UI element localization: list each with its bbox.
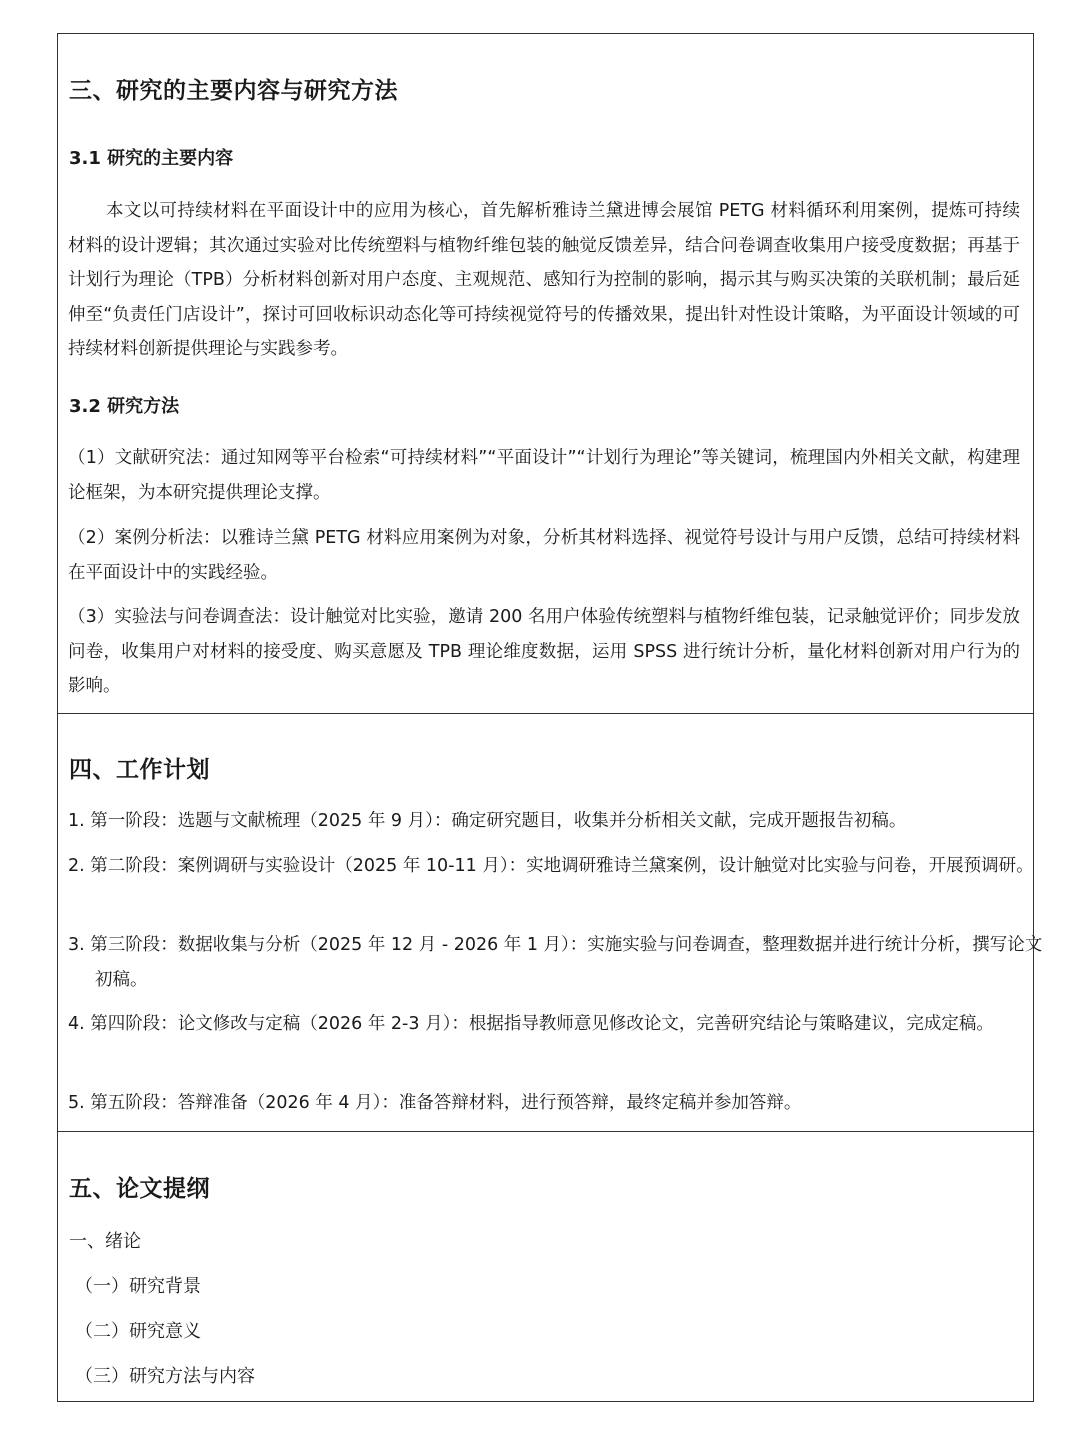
document-frame <box>57 33 1043 1402</box>
plan-item-5: 5. 第五阶段：答辩准备（2026 年 4 月）：准备答辩材料，进行预答辩，最终定稿并参加答辩。 <box>68 1093 802 1113</box>
outline-item-1: 一、绪论 <box>69 1231 141 1252</box>
plan-item-3: 3. 第三阶段：数据收集与分析（2025 年 12 月 - 2026 年 1 月）：实施实验与问卷调查，整理数据并进行统计分析，撰写论文初稿。 <box>68 935 1043 990</box>
section3-1-paragraph: 本文以可持续材料在平面设计中的应用为核心，首先解析雅诗兰黛进博会展馆 PETG 材料循环利用案例，提炼可持续材料的设计逻辑；其次通过实验对比传统塑料与植物纤维包装的触觉反馈差异，结合问卷调查收集用户接受度数据；再基于计划行为理论（TPB）分析材料创新对用户态度、主观规范、感知行为控制的影响，揭示其与购买决策的关联机制；最后延伸至“负责任门店设计”，探讨可回收标识动态化等可持续视觉符号的传播效果，提出针对性设计策略，为平面设计领域的可持续材料创新提供理论与实践参考。 <box>68 201 1020 359</box>
outline-item-2: （一）研究背景 <box>75 1276 201 1297</box>
plan-item-4: 4. 第四阶段：论文修改与定稿（2026 年 2-3 月）：根据指导教师意见修改论文，完善研究结论与策略建议，完成定稿。 <box>68 1014 994 1034</box>
section3-title: 三、研究的主要内容与研究方法 <box>69 78 398 104</box>
plan-item-2: 2. 第二阶段：案例调研与实验设计（2025 年 10-11 月）：实地调研雅诗兰黛案例，设计触觉对比实验与问卷，开展预调研。 <box>68 856 1034 876</box>
method-item-case-study: （2）案例分析法：以雅诗兰黛 PETG 材料应用案例为对象，分析其材料选择、视觉符号设计与用户反馈，总结可持续材料在平面设计中的实践经验。 <box>68 528 1020 583</box>
outline-item-4: （三）研究方法与内容 <box>75 1366 255 1387</box>
section5-title: 五、论文提纲 <box>69 1176 210 1202</box>
method-item-literature: （1）文献研究法：通过知网等平台检索“可持续材料”“平面设计”“计划行为理论”等关键词，梳理国内外相关文献，构建理论框架，为本研究提供理论支撑。 <box>68 448 1020 503</box>
outline-item-3: （二）研究意义 <box>75 1321 201 1342</box>
method-item-experiment-survey: （3）实验法与问卷调查法：设计触觉对比实验，邀请 200 名用户体验传统塑料与植物纤维包装，记录触觉评价；同步发放问卷，收集用户对材料的接受度、购买意愿及 TPB 理论维度数据，运用 SPSS 进行统计分析，量化材料创新对用户行为的影响。 <box>68 607 1020 696</box>
section4-title: 四、工作计划 <box>69 757 210 783</box>
section-divider-1 <box>58 713 1033 714</box>
section-divider-2 <box>58 1131 1033 1132</box>
plan-item-1: 1. 第一阶段：选题与文献梳理（2025 年 9 月）：确定研究题目，收集并分析相关文献，完成开题报告初稿。 <box>68 811 907 831</box>
section3-2-title: 3.2 研究方法 <box>69 396 180 417</box>
section3-1-title: 3.1 研究的主要内容 <box>69 148 234 169</box>
